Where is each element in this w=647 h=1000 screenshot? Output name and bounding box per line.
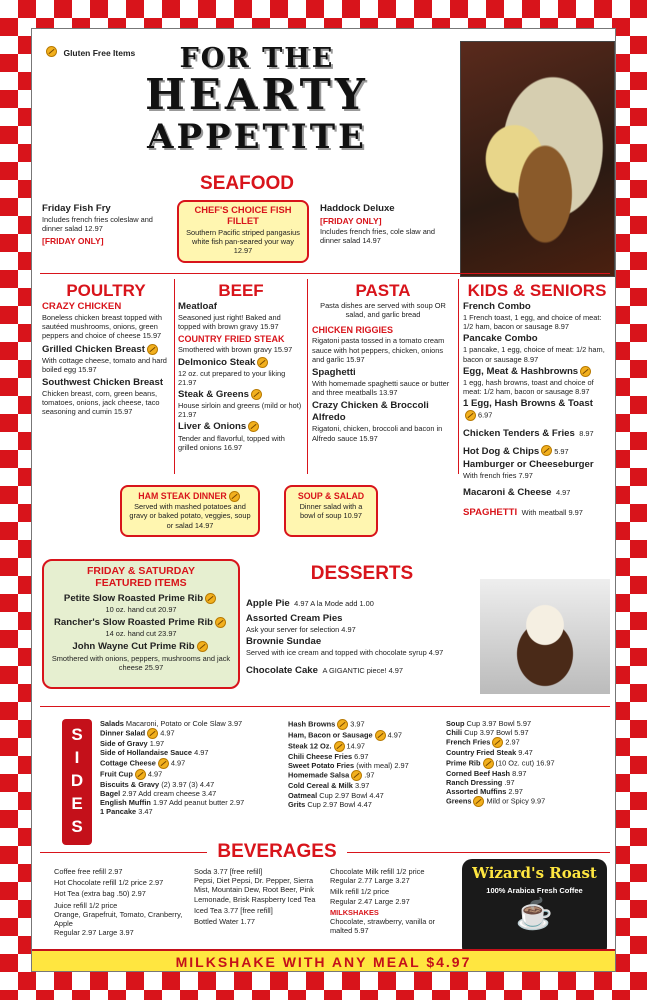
steak-greens-name: [178, 389, 304, 401]
gluten-free-icon: [251, 389, 262, 400]
side-name: Bagel: [100, 788, 121, 798]
featured-heading: FRIDAY & SATURDAY FEATURED ITEMS: [87, 565, 195, 589]
dessert-name: Chocolate Cake: [246, 665, 318, 677]
meatloaf-desc: Seasoned just right! Baked and topped with brown gravy 15.97: [178, 313, 281, 332]
gluten-free-icon: [248, 421, 259, 432]
side-item: [288, 752, 438, 761]
side-item: [288, 800, 438, 809]
sides-col-1: [100, 719, 282, 816]
poultry-heading: POULTRY: [66, 281, 146, 300]
gluten-free-icon: [351, 770, 362, 781]
soup-salad-name: SOUP & SALAD: [297, 491, 365, 501]
kids-item-price: 5.97: [554, 447, 569, 457]
seafood-heading: SEAFOOD: [200, 173, 294, 194]
sides-label: [62, 719, 92, 845]
wizard-mascot-icon: ☕: [515, 898, 554, 931]
dessert-desc: 4.97 A la Mode add 1.00: [294, 599, 374, 608]
kids-item-desc: 1 pancake, 1 egg, choice of meat: 1/2 ham, bacon or sausage 8.97: [463, 345, 605, 364]
side-name: Sweet Potato Fries: [288, 761, 355, 771]
side-name: Greens: [446, 796, 472, 806]
side-item: [100, 739, 282, 748]
side-price: (10 Oz. cut) 16.97: [495, 758, 555, 768]
soup-salad-desc: Dinner salad with a bowl of soup 10.97: [299, 502, 363, 521]
beverage-item: Coffee free refill 2.97: [54, 867, 123, 876]
side-price: (with meal) 2.97: [356, 761, 409, 771]
side-item: [100, 789, 282, 798]
gluten-free-icon: [465, 410, 476, 421]
side-item: [100, 728, 282, 739]
side-price: Macaroni, Potato or Cole Slaw 3.97: [125, 719, 243, 728]
gluten-free-icon: [46, 46, 57, 57]
ham-steak-name: [127, 490, 253, 502]
kids-item-name: 1 Egg, Hash Browns & Toast: [463, 398, 593, 410]
kids-item-name: Pancake Combo: [463, 333, 538, 345]
side-name: Side of Gravy: [100, 739, 148, 749]
beverage-item: Iced Tea 3.77 [free refill]: [194, 905, 273, 915]
dessert-name: Brownie Sundae: [246, 636, 322, 648]
alfredo-desc: Rigatoni, chicken, broccoli and bacon in Alfredo sauce 15.97: [312, 424, 443, 443]
logo-tagline: 100% Arabica Fresh Coffee: [486, 886, 583, 895]
section-divider: [40, 706, 610, 707]
beverage-item: Hot Chocolate refill 1/2 price 2.97: [54, 878, 164, 888]
beverage-item: Juice refill 1/2 price: [54, 900, 118, 910]
fish-fry-item: [42, 203, 172, 247]
kids-item-name: Hot Dog & Chips: [463, 446, 540, 458]
footer-banner: MILKSHAKE WITH ANY MEAL $4.97: [32, 949, 615, 971]
beef-heading: BEEF: [218, 281, 264, 300]
column-divider: [174, 279, 175, 474]
side-name: Grits: [288, 799, 306, 809]
side-item: [446, 748, 612, 757]
featured-item-label: Petite Slow Roasted Prime Rib: [63, 593, 204, 605]
steak-greens-label: Steak & Greens: [178, 389, 249, 401]
dessert-name: Assorted Cream Pies: [246, 613, 343, 624]
milkshakes-heading: MILKSHAKES: [330, 907, 379, 917]
title-line-1: FOR THE: [179, 43, 335, 74]
column-divider: [458, 279, 459, 474]
sides-letter: S: [71, 817, 83, 836]
side-name: Country Fried Steak: [446, 748, 517, 758]
grilled-chicken-label: Grilled Chicken Breast: [42, 343, 145, 355]
beverages-col-1: [54, 867, 184, 939]
side-item: [446, 769, 612, 778]
side-price: 3.97: [350, 719, 365, 729]
side-name: Ham, Bacon or Sausage: [288, 730, 373, 740]
kids-item-price: 8.97: [579, 429, 594, 439]
desserts-list: [246, 593, 476, 678]
kids-item-name: Hamburger or Cheeseburger: [463, 459, 594, 471]
kids-item-name: [463, 366, 611, 378]
gluten-free-icon: [483, 758, 494, 769]
section-divider: [40, 273, 610, 274]
side-name: Corned Beef Hash: [446, 768, 511, 778]
kids-item-desc: 1 egg, hash browns, toast and choice of meat: 1/2 ham, bacon or sausage 8.97: [463, 377, 594, 397]
southwest-chicken-name: Southwest Chicken Breast: [42, 377, 164, 389]
beverage-detail: Pepsi, Diet Pepsi, Dr. Pepper, Sierra Mist, Mountain Dew, Root Beer, Pink Lemonade, Brisk Raspberry Iced Tea: [194, 876, 316, 904]
side-item: [100, 748, 282, 757]
ham-steak-label: HAM STEAK DINNER: [138, 491, 227, 501]
kids-item-desc: With french fries 7.97: [463, 471, 533, 481]
side-name: 1 Pancake: [100, 807, 137, 817]
side-item: [446, 758, 612, 769]
side-name: Biscuits & Gravy: [100, 779, 160, 789]
side-item: [100, 758, 282, 769]
featured-item-desc: Smothered with onions, peppers, mushrooms and jack cheese 25.97: [51, 653, 231, 672]
grilled-chicken-desc: With cottage cheese, tomato and hard boiled egg 15.97: [42, 355, 167, 374]
gluten-free-icon: [337, 719, 348, 730]
kids-item-name: French Combo: [463, 301, 531, 312]
side-price: Cup 2.97 Bowl 4.47: [319, 790, 384, 800]
crazy-chicken-desc: Boneless chicken breast topped with sautéed mushrooms, onions, green peppers and choice of cheese 15.97: [42, 313, 162, 341]
side-item: [446, 778, 612, 787]
side-item: [446, 796, 612, 807]
side-name: Hash Browns: [288, 719, 336, 729]
beverage-item: Bottled Water 1.77: [194, 917, 255, 927]
side-price: 1.97: [149, 739, 165, 749]
kids-item-desc: [463, 410, 611, 421]
side-price: 4.97: [194, 748, 209, 758]
gluten-free-icon: [215, 617, 226, 628]
side-name: Ranch Dressing: [446, 777, 503, 787]
side-name: Cottage Cheese: [100, 758, 156, 768]
gluten-free-icon: [473, 796, 484, 807]
gluten-free-icon: [229, 491, 240, 502]
pasta-heading: PASTA: [355, 281, 411, 300]
dessert-item: [246, 660, 476, 678]
gluten-free-icon: [147, 344, 158, 355]
soup-salad-box: [284, 485, 378, 537]
ham-steak-desc: Served with mashed potatoes and gravy or baked potato, veggies, soup or salad 14.97: [129, 502, 251, 530]
side-name: Oatmeal: [288, 790, 318, 800]
side-name: Dinner Salad: [100, 728, 146, 738]
delmonico-label: Delmonico Steak: [178, 356, 256, 368]
kids-item-desc: 1 French toast, 1 egg, and choice of meat: 1/2 ham, bacon or sausage 8.97: [463, 313, 602, 332]
kids-item-price: With meatball 9.97: [521, 508, 583, 518]
liver-onions-label: Liver & Onions: [178, 421, 247, 433]
side-price: Cup 3.97 Bowl 5.97: [466, 719, 532, 728]
ham-steak-box: [120, 485, 260, 537]
steak-dinner-photo: [460, 41, 615, 277]
sides-letter: E: [71, 794, 83, 813]
side-name: Chili Cheese Fries: [288, 752, 353, 761]
gluten-free-icon: [197, 641, 208, 652]
side-price: 14.97: [346, 741, 366, 751]
pasta-section: [312, 281, 454, 443]
haddock-name: Haddock Deluxe: [320, 203, 395, 214]
alfredo-name: Crazy Chicken & Broccoli Alfredo: [312, 400, 429, 424]
beverages-col-2: [194, 867, 324, 928]
side-item: [288, 719, 438, 730]
side-item: [288, 741, 438, 752]
side-item: [288, 761, 438, 770]
side-name: Assorted Muffins: [446, 787, 507, 797]
country-fried-steak-desc: Smothered with brown gravy 15.97: [178, 345, 293, 355]
gluten-free-icon: [334, 741, 345, 752]
side-name: Salads: [100, 719, 124, 728]
side-item: [446, 728, 612, 737]
gluten-free-icon: [147, 728, 158, 739]
pasta-intro: Pasta dishes are served with soup OR salad, and garlic bread: [320, 301, 446, 320]
desserts-heading: DESSERTS: [310, 563, 414, 584]
kids-item-price: 6.97: [478, 410, 493, 420]
menu-page: [31, 28, 616, 972]
side-name: Side of Hollandaise Sauce: [100, 748, 193, 758]
featured-item-name: [50, 617, 232, 629]
sides-letter: D: [70, 771, 84, 790]
wizards-roast-logo: [462, 859, 607, 957]
kids-item-label: Egg, Meat & Hashbrowns: [463, 365, 579, 377]
featured-item-label: John Wayne Cut Prime Rib: [72, 641, 195, 653]
beverage-item: Soda 3.77 [free refill]: [194, 867, 263, 876]
side-price: Mild or Spicy 9.97: [486, 796, 546, 806]
beverage-item: Chocolate Milk refill 1/2 price: [330, 867, 425, 876]
side-item: [288, 781, 438, 790]
side-item: [100, 769, 282, 780]
side-name: Soup: [446, 719, 465, 728]
sides-col-3: [446, 719, 612, 807]
beef-section: [178, 281, 304, 452]
gluten-free-icon: [375, 730, 386, 741]
beverage-item: Hot Tea (extra bag .50) 2.97: [54, 889, 146, 899]
haddock-item: [320, 203, 455, 245]
haddock-note: [FRIDAY ONLY]: [320, 216, 382, 226]
side-item: [288, 730, 438, 741]
spaghetti-name: Spaghetti: [312, 367, 356, 379]
side-name: Steak 12 Oz.: [288, 741, 332, 751]
chefs-choice-name: CHEF'S CHOICE FISH FILLET: [194, 204, 292, 226]
side-item: [100, 719, 282, 728]
side-name: French Fries: [446, 737, 491, 747]
gluten-free-icon: [135, 769, 146, 780]
dessert-name: Apple Pie: [246, 598, 290, 609]
side-price: 8.97: [512, 768, 527, 778]
side-price: 3.47: [138, 807, 153, 817]
chicken-riggies-name: CHICKEN RIGGIES: [312, 325, 394, 336]
side-item: [446, 787, 612, 796]
beverage-detail: Chocolate, strawberry, vanilla or malted 5.97: [330, 917, 436, 936]
country-fried-steak-name: COUNTRY FRIED STEAK: [178, 334, 285, 345]
featured-box: [42, 559, 240, 689]
kids-item-price: 4.97: [555, 488, 571, 498]
side-price: 3.97: [354, 781, 370, 791]
side-name: Chili: [446, 728, 463, 738]
side-price: 4.97: [387, 730, 403, 740]
haddock-desc: Includes french fries, cole slaw and dinner salad 14.97: [320, 227, 436, 246]
beverage-detail: Regular 2.47 Large 2.97: [330, 896, 410, 906]
chicken-riggies-desc: Rigatoni pasta tossed in a tomato cream sauce with hot peppers, chicken, onions and garlic 15.97: [312, 336, 445, 364]
side-price: 6.97: [354, 752, 369, 761]
logo-name: Wizard's Roast: [472, 864, 597, 882]
grilled-chicken-name: [42, 344, 170, 356]
side-price: .97: [364, 770, 375, 780]
legend-label: Gluten Free Items: [63, 48, 136, 58]
steak-greens-desc: House sirloin and greens (mild or hot) 21.97: [178, 401, 302, 420]
southwest-chicken-desc: Chicken breast, corn, green beans, tomatoes, onions, jack cheese, taco seasoning and cumin 15.97: [42, 389, 160, 417]
dessert-item: [246, 593, 476, 611]
side-price: (2) 3.97 (3) 4.47: [161, 779, 215, 789]
kids-item: [463, 423, 611, 441]
dessert-desc: Ask your server for selection 4.97: [246, 625, 356, 634]
kids-seniors-section: [463, 281, 611, 520]
side-price: 4.97: [160, 728, 175, 738]
kids-item-name: Macaroni & Cheese: [463, 487, 552, 499]
beverage-detail: Regular 2.97 Large 3.97: [54, 928, 134, 938]
side-item: [100, 780, 282, 789]
dessert-desc: A GIGANTIC piece! 4.97: [322, 666, 403, 676]
gluten-free-icon: [580, 366, 591, 377]
side-price: 2.97 Add cream cheese 3.47: [122, 788, 217, 798]
delmonico-name: [178, 357, 304, 369]
side-item: [100, 807, 282, 816]
featured-item-name: [50, 593, 232, 605]
kids-item-name: SPAGHETTI: [463, 507, 518, 519]
side-item: [288, 770, 438, 781]
beverages-heading: BEVERAGES: [207, 841, 347, 863]
sides-col-2: [288, 719, 438, 809]
side-price: 1.97 Add peanut butter 2.97: [152, 798, 245, 808]
side-name: Fruit Cup: [100, 769, 133, 779]
side-item: [100, 798, 282, 807]
kids-item: [463, 482, 611, 500]
side-name: English Muffin: [100, 798, 151, 808]
kids-item: [463, 502, 611, 520]
kids-heading: KIDS & SENIORS: [467, 281, 607, 300]
beverage-detail: Orange, Grapefruit, Tomato, Cranberry, Apple: [54, 909, 183, 929]
side-price: 2.97: [505, 737, 520, 747]
featured-item-desc: 14 oz. hand cut 23.97: [105, 629, 177, 639]
chefs-choice-box: [177, 200, 309, 263]
side-price: Cup 2.97 Bowl 4.47: [307, 799, 372, 809]
gluten-free-icon: [541, 445, 552, 456]
kids-item: [463, 441, 611, 459]
crazy-chicken-name: CRAZY CHICKEN: [42, 301, 122, 312]
fish-fry-note: [FRIDAY ONLY]: [42, 236, 104, 247]
spaghetti-desc: With homemade spaghetti sauce or butter and three meatballs 13.97: [312, 379, 450, 398]
dessert-desc: Served with ice cream and topped with chocolate syrup 4.97: [246, 648, 444, 658]
side-item: [446, 737, 612, 748]
side-price: 2.97: [508, 787, 523, 797]
sides-letter: S: [71, 725, 83, 744]
side-name: Prime Rib: [446, 758, 481, 768]
featured-item-desc: 10 oz. hand cut 20.97: [105, 605, 177, 615]
side-name: Cold Cereal & Milk: [288, 781, 353, 791]
beverages-col-3: [330, 867, 454, 937]
kids-item-name: Chicken Tenders & Fries: [463, 428, 575, 440]
meatloaf-name: Meatloaf: [178, 301, 217, 312]
title-line-2: HEARTY: [145, 70, 369, 119]
side-name: Homemade Salsa: [288, 770, 350, 780]
sides-letter: I: [74, 748, 80, 767]
side-price: 9.47: [518, 748, 533, 758]
beverage-item: Milk refill 1/2 price: [330, 887, 390, 897]
column-divider: [307, 279, 308, 474]
beverage-detail: Regular 2.77 Large 3.27: [330, 876, 410, 886]
fish-fry-desc: Includes french fries coleslaw and dinner salad 12.97: [42, 215, 153, 234]
chefs-choice-desc: Southern Pacific striped pangasius white fish pan-seared your way 12.97: [186, 228, 300, 256]
side-price: .97: [504, 777, 515, 787]
side-price: 4.97: [170, 758, 186, 768]
side-price: 4.97: [147, 769, 163, 779]
side-item: [288, 791, 438, 800]
gluten-free-icon: [205, 593, 216, 604]
gluten-free-icon: [492, 737, 503, 748]
side-price: Cup 3.97 Bowl 5.97: [464, 728, 529, 738]
liver-onions-desc: Tender and flavorful, topped with grilled onions 16.97: [178, 433, 285, 452]
gluten-free-icon: [158, 758, 169, 769]
fish-fry-name: Friday Fish Fry: [42, 203, 111, 214]
featured-item-label: Rancher's Slow Roasted Prime Rib: [53, 617, 214, 629]
dessert-photo: [480, 579, 610, 694]
side-item: [446, 719, 612, 728]
featured-item-name: [50, 641, 232, 653]
poultry-section: [42, 281, 170, 417]
title-line-3: APPETITE: [147, 117, 367, 157]
gluten-free-icon: [257, 357, 268, 368]
delmonico-desc: 12 oz. cut prepared to your liking 21.97: [178, 368, 286, 387]
liver-onions-name: [178, 421, 304, 433]
